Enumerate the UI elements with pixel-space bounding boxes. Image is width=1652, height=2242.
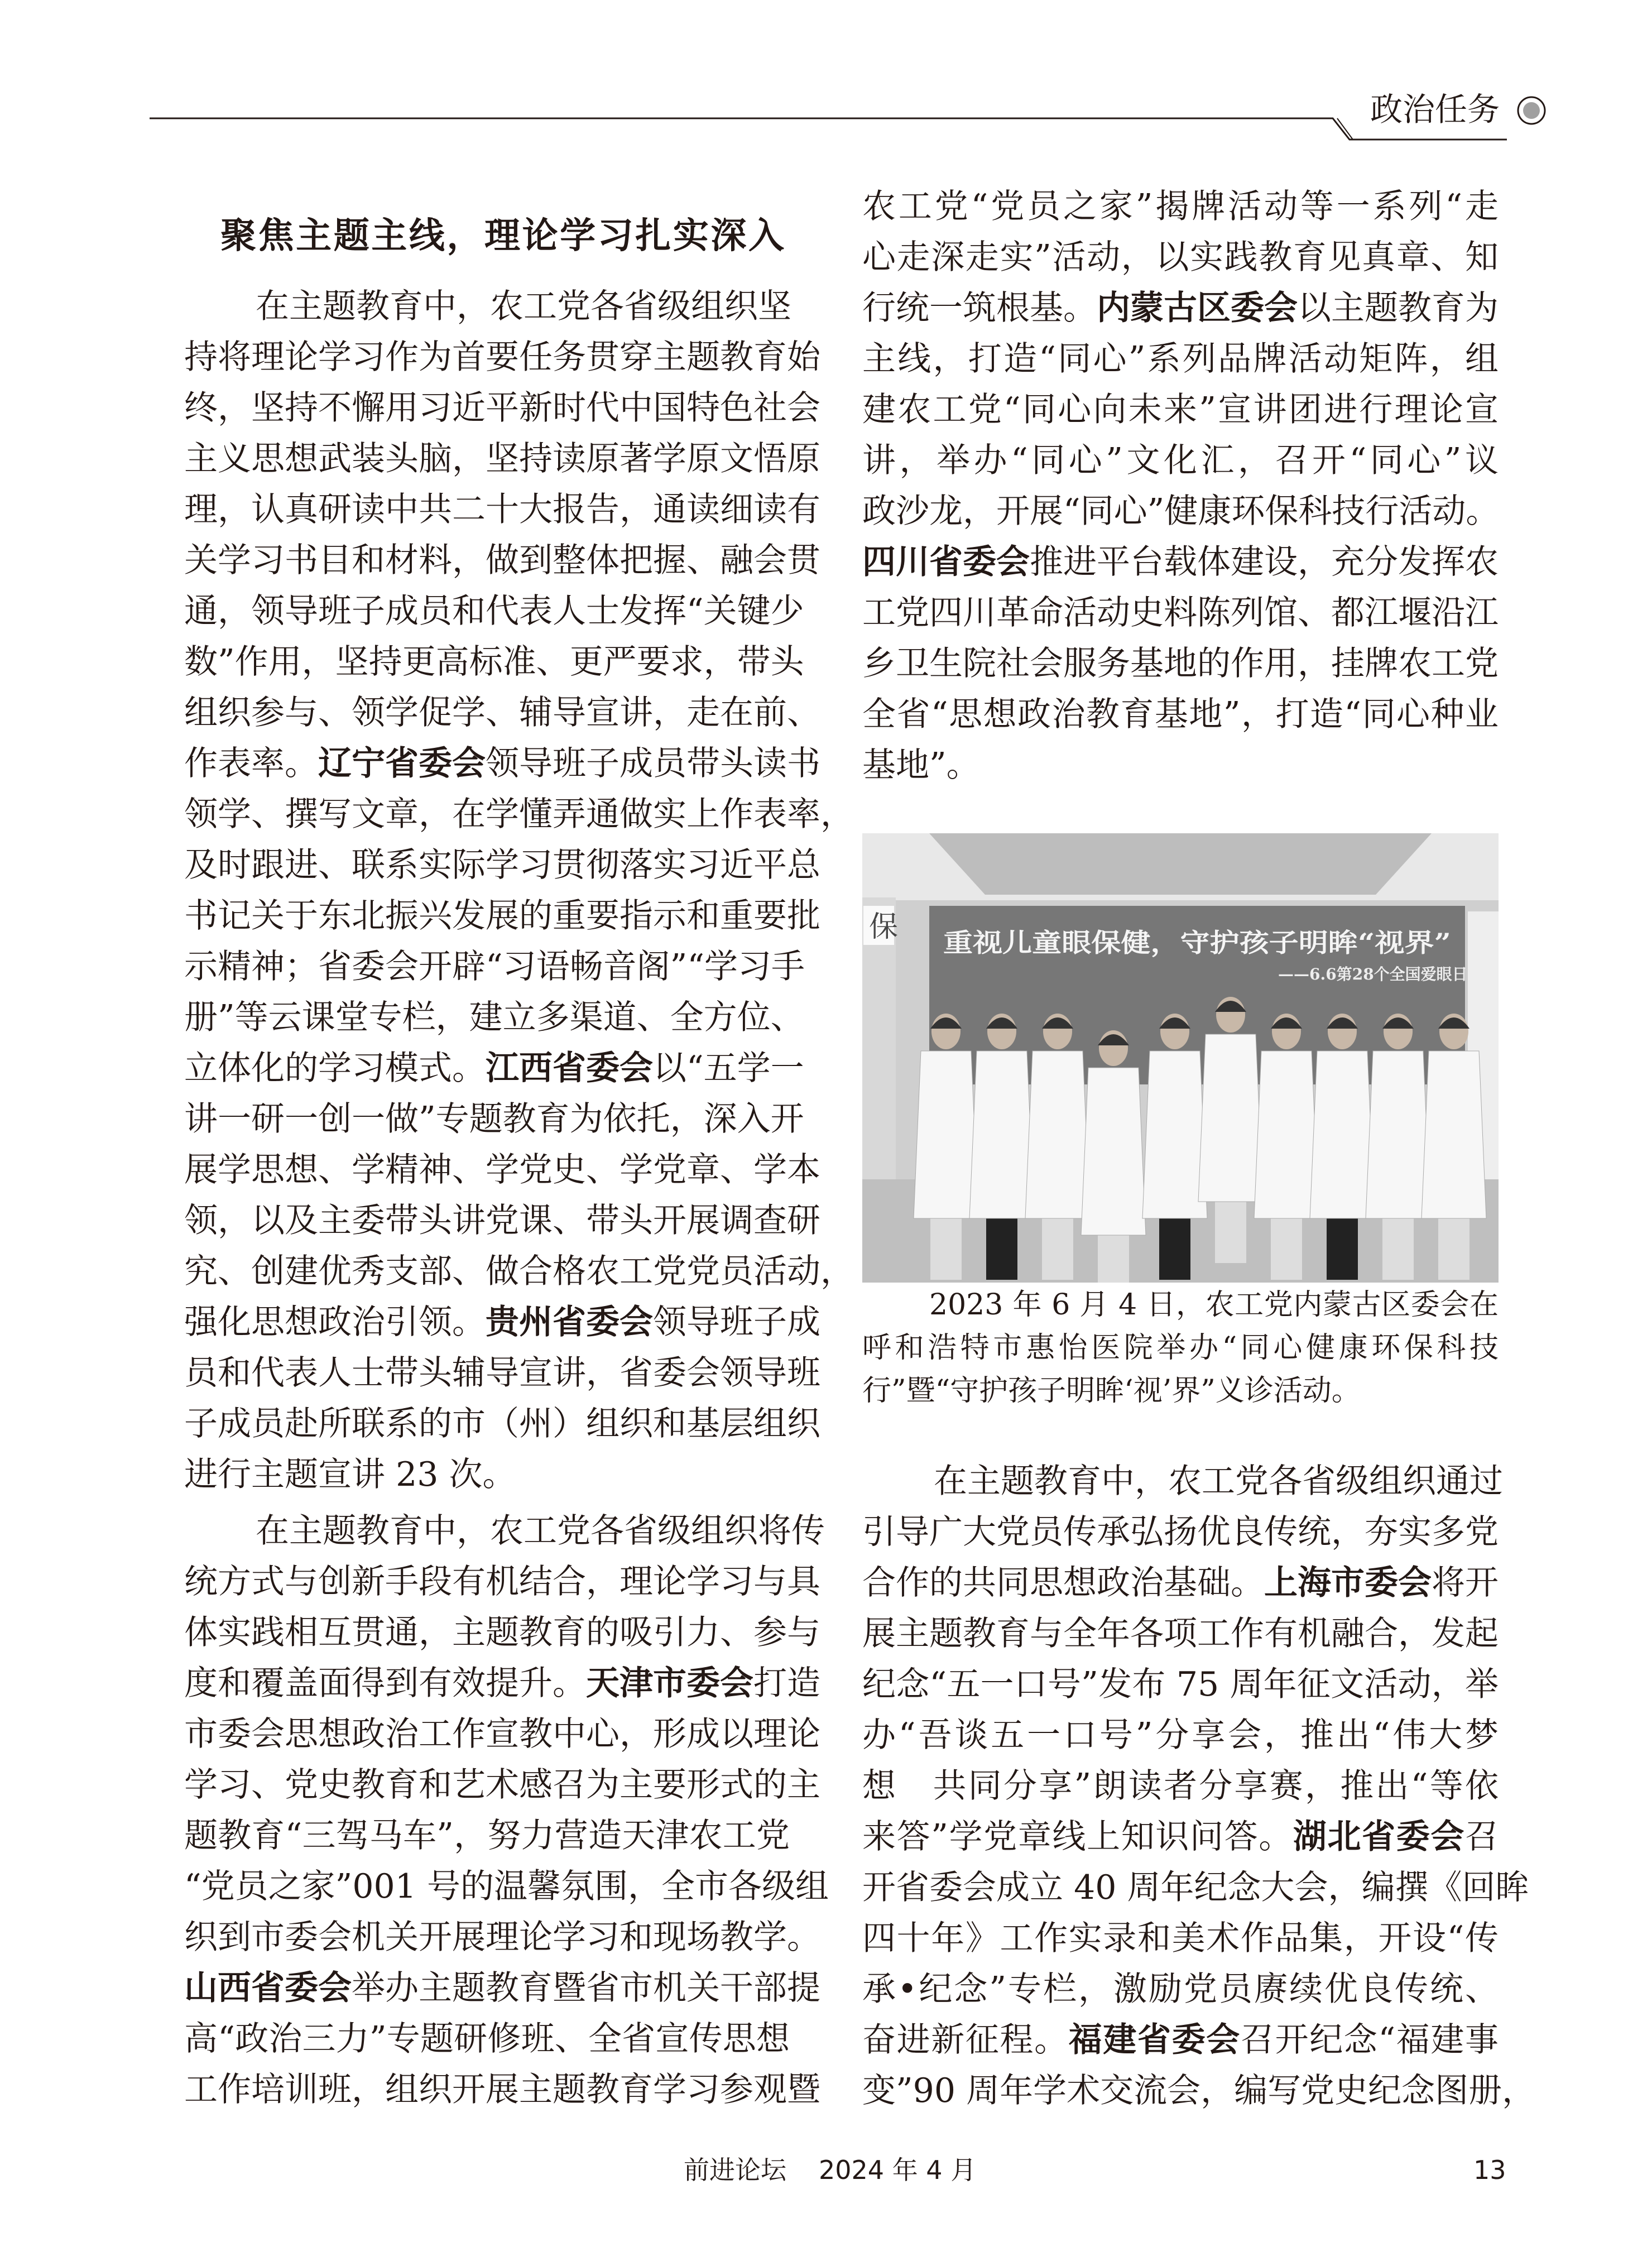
caption-line: 2023 年 6 月 4 日，农工党内蒙古区委会在 xyxy=(929,1288,1499,1322)
text-line: 理，认真研读中共二十大报告，通读细读有 xyxy=(184,490,820,529)
text-line: “党员之家”001 号的温馨氛围，全市各级组 xyxy=(184,1867,829,1906)
text-line: 讲，举办“同心”文化汇，召开“同心”议 xyxy=(862,441,1499,480)
organization-name: 天津市委会 xyxy=(586,1664,753,1703)
text-line: 强化思想政治引领。贵州省委会领导班子成 xyxy=(184,1303,820,1342)
text-line: 四十年》工作实录和美术作品集，开设“传 xyxy=(862,1919,1499,1958)
text-line: 工党四川革命活动史料陈列馆、都江堰沿江 xyxy=(862,593,1499,632)
text-line: 员和代表人士带头辅导宣讲，省委会领导班 xyxy=(184,1353,820,1393)
paragraph xyxy=(862,181,1499,791)
organization-name: 辽宁省委会 xyxy=(318,744,486,783)
text-line: 通，领导班子成员和代表人士发挥“关键少 xyxy=(184,592,804,631)
text-line: 变”90 周年学术交流会，编写党史纪念图册， xyxy=(862,2071,1536,2110)
paragraph xyxy=(184,281,854,1500)
text-line: 数”作用，坚持更高标准、更严要求，带头 xyxy=(184,642,804,681)
text-line: 农工党“党员之家”揭牌活动等一系列“走 xyxy=(862,187,1499,226)
text-line: 工作培训班，组织开展主题教育学习参观暨 xyxy=(184,2070,820,2109)
text-line: 终，坚持不懈用习近平新时代中国特色社会 xyxy=(184,388,820,428)
text-line: 立体化的学习模式。江西省委会以“五学一 xyxy=(184,1049,804,1088)
text-line: 想 共同分享”朗读者分享赛，推出“等依 xyxy=(862,1766,1499,1806)
text-line: 作表率。辽宁省委会领导班子成员带头读书 xyxy=(184,744,820,783)
left-column xyxy=(184,281,854,2123)
text-line: 四川省委会推进平台载体建设，充分发挥农 xyxy=(862,543,1499,582)
text-line: 展主题教育与全年各项工作有机融合，发起 xyxy=(862,1614,1499,1653)
text-line: 书记关于东北振兴发展的重要指示和重要批 xyxy=(184,896,820,935)
text-line: 领，以及主委带头讲党课、带头开展调查研 xyxy=(184,1201,820,1240)
organization-name: 内蒙古区委会 xyxy=(1097,289,1298,328)
text-line: 市委会思想政治工作宣教中心，形成以理论 xyxy=(184,1715,820,1754)
text-line: 领学、撰写文章，在学懂弄通做实上作表率， xyxy=(184,795,854,834)
organization-name: 山西省委会 xyxy=(184,1969,352,2008)
text-line: 奋进新征程。福建省委会召开纪念“福建事 xyxy=(862,2020,1499,2059)
target-circle-icon xyxy=(1516,95,1547,126)
text-line: 合作的共同思想政治基础。上海市委会将开 xyxy=(862,1563,1499,1602)
text-line: 引导广大党员传承弘扬优良传统，夯实多党 xyxy=(862,1513,1499,1552)
header-rule xyxy=(0,0,1652,167)
text-line: 在主题教育中，农工党各省级组织坚 xyxy=(256,287,791,326)
organization-name: 四川省委会 xyxy=(862,543,1030,582)
text-line: 讲一研一创一做”专题教育为依托，深入开 xyxy=(184,1100,804,1139)
organization-name: 贵州省委会 xyxy=(486,1303,653,1342)
text-line: 主线，打造“同心”系列品牌活动矩阵，组 xyxy=(862,339,1499,378)
paragraph xyxy=(862,1456,1536,2116)
text-line: 学习、党史教育和艺术感召为主要形式的主 xyxy=(184,1765,820,1804)
organization-name: 上海市委会 xyxy=(1264,1563,1432,1602)
text-line: 体实践相互贯通，主题教育的吸引力、参与 xyxy=(184,1613,820,1652)
text-line: 子成员赴所联系的市（州）组织和基层组织 xyxy=(184,1404,820,1443)
text-line: 建农工党“同心向未来”宣讲团进行理论宣 xyxy=(862,390,1499,429)
side-sign: 保 xyxy=(869,910,899,944)
text-line: 示精神；省委会开辟“习语畅音阁”“学习手 xyxy=(184,947,805,986)
text-line: 度和覆盖面得到有效提升。天津市委会打造 xyxy=(184,1664,820,1703)
text-line: 组织参与、领学促学、辅导宣讲，走在前、 xyxy=(184,693,820,732)
text-line: 册”等云课堂专栏，建立多渠道、全方位、 xyxy=(184,998,804,1037)
text-line: 高“政治三力”专题研修班、全省宣传思想 xyxy=(184,2019,790,2058)
text-line: 究、创建优秀支部、做合格农工党党员活动， xyxy=(184,1252,854,1291)
text-line: 乡卫生院社会服务基地的作用，挂牌农工党 xyxy=(862,644,1499,683)
footer-journal: 前进论坛 xyxy=(684,2155,786,2185)
section-heading: 聚焦主题主线，理论学习扎实深入 xyxy=(220,215,784,257)
text-line: 承•纪念”专栏，激励党员赓续优良传统、 xyxy=(862,1970,1499,2009)
text-line: 进行主题宣讲 23 次。 xyxy=(184,1455,516,1494)
text-line: 在主题教育中，农工党各省级组织将传 xyxy=(256,1511,825,1550)
text-line: 在主题教育中，农工党各省级组织通过 xyxy=(934,1462,1503,1501)
text-line: 主义思想武装头脑，坚持读原著学原文悟原 xyxy=(184,439,820,478)
page-number: 13 xyxy=(1473,2155,1506,2185)
organization-name: 江西省委会 xyxy=(486,1049,653,1088)
organization-name: 福建省委会 xyxy=(1068,2020,1241,2059)
text-line: 政沙龙，开展“同心”健康环保科技行活动。 xyxy=(862,492,1500,531)
paragraph xyxy=(184,1506,829,2115)
caption-line: 行”暨“守护孩子明眸‘视’界”义诊活动。 xyxy=(862,1374,1361,1408)
footer-issue: 2024 年 4 月 xyxy=(819,2155,977,2185)
text-line: 织到市委会机关开展理论学习和现场教学。 xyxy=(184,1918,820,1957)
text-line: 持将理论学习作为首要任务贯穿主题教育始 xyxy=(184,338,820,377)
banner-sub-text: ——6.6第28个全国爱眼日 xyxy=(1278,965,1468,983)
text-line: 纪念“五一口号”发布 75 周年征文活动，举 xyxy=(862,1665,1499,1704)
text-line: 基地”。 xyxy=(862,746,980,785)
text-line: 关学习书目和材料，做到整体把握、融会贯 xyxy=(184,541,820,580)
banner-main-text: 重视儿童眼保健，守护孩子明眸“视界” xyxy=(943,928,1451,958)
text-line: 及时跟进、联系实际学习贯彻落实习近平总 xyxy=(184,846,820,885)
text-line: 行统一筑根基。内蒙古区委会以主题教育为 xyxy=(862,289,1499,328)
event-photo xyxy=(862,833,1499,1283)
photo-caption xyxy=(862,1284,1499,1413)
text-line: 展学思想、学精神、学党史、学党章、学本 xyxy=(184,1150,820,1189)
text-line: 开省委会成立 40 周年纪念大会，编撰《回眸 xyxy=(862,1868,1529,1907)
text-line: 办“吾谈五一口号”分享会，推出“伟大梦 xyxy=(862,1716,1499,1755)
text-line: 山西省委会举办主题教育暨省市机关干部提 xyxy=(184,1969,820,2008)
text-line: 全省“思想政治教育基地”，打造“同心种业 xyxy=(862,695,1499,734)
text-line: 题教育“三驾马车”，努力营造天津农工党 xyxy=(184,1816,790,1855)
text-line: 心走深走实”活动，以实践教育见真章、知 xyxy=(862,238,1499,277)
organization-name: 湖北省委会 xyxy=(1293,1817,1465,1856)
text-line: 来答”学党章线上知识问答。湖北省委会召 xyxy=(862,1817,1499,1856)
section-label: 政治任务 xyxy=(1370,90,1500,128)
text-line: 统方式与创新手段有机结合，理论学习与具 xyxy=(184,1562,820,1601)
caption-line: 呼和浩特市惠怡医院举办“同心健康环保科技 xyxy=(862,1331,1499,1365)
